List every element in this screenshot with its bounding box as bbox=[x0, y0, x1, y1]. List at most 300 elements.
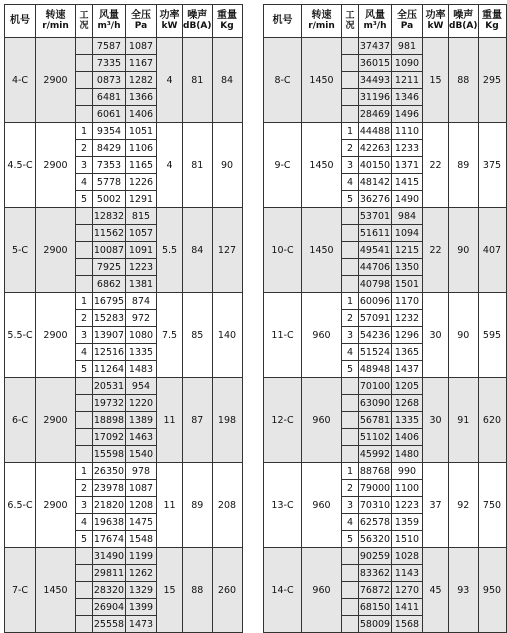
cell-model: 14-C bbox=[264, 548, 302, 633]
cell-condition: 4 bbox=[76, 344, 93, 361]
cell-weight: 620 bbox=[478, 378, 506, 463]
cell-power: 15 bbox=[157, 548, 183, 633]
col-header-speed: 转速 r/min bbox=[302, 5, 342, 38]
cell-pressure: 1437 bbox=[392, 361, 423, 378]
cell-pressure: 1483 bbox=[126, 361, 157, 378]
cell-condition bbox=[342, 276, 359, 293]
col-header-pressure: 全压 Pa bbox=[392, 5, 423, 38]
cell-weight: 750 bbox=[478, 463, 506, 548]
cell-power: 4 bbox=[157, 38, 183, 123]
cell-pressure: 1087 bbox=[126, 38, 157, 55]
header-row bbox=[5, 5, 243, 38]
cell-pressure: 1080 bbox=[126, 327, 157, 344]
cell-pressure: 1094 bbox=[392, 225, 423, 242]
cell-condition bbox=[76, 225, 93, 242]
table-row bbox=[5, 463, 243, 480]
cell-pressure: 1501 bbox=[392, 276, 423, 293]
cell-condition: 1 bbox=[76, 123, 93, 140]
cell-airflow: 49541 bbox=[359, 242, 392, 259]
cell-pressure: 1335 bbox=[392, 412, 423, 429]
cell-power: 11 bbox=[157, 378, 183, 463]
cell-airflow: 57091 bbox=[359, 310, 392, 327]
cell-pressure: 1568 bbox=[392, 616, 423, 633]
cell-condition bbox=[342, 106, 359, 123]
cell-speed: 1450 bbox=[36, 548, 76, 633]
cell-weight: 407 bbox=[478, 208, 506, 293]
left-table-body bbox=[5, 38, 243, 633]
cell-pressure: 1090 bbox=[392, 55, 423, 72]
cell-airflow: 56320 bbox=[359, 531, 392, 548]
cell-condition bbox=[76, 276, 93, 293]
cell-condition: 4 bbox=[76, 514, 93, 531]
cell-pressure: 1165 bbox=[126, 157, 157, 174]
left-spec-table-panel bbox=[4, 4, 243, 633]
cell-condition: 2 bbox=[76, 140, 93, 157]
cell-condition bbox=[342, 446, 359, 463]
cell-airflow: 53701 bbox=[359, 208, 392, 225]
cell-condition bbox=[342, 395, 359, 412]
cell-speed: 960 bbox=[302, 293, 342, 378]
cell-pressure: 1399 bbox=[126, 599, 157, 616]
cell-pressure: 1291 bbox=[126, 191, 157, 208]
cell-airflow: 51524 bbox=[359, 344, 392, 361]
table-row bbox=[264, 463, 507, 480]
cell-condition bbox=[76, 395, 93, 412]
cell-pressure: 984 bbox=[392, 208, 423, 225]
cell-pressure: 815 bbox=[126, 208, 157, 225]
cell-pressure: 1233 bbox=[392, 140, 423, 157]
cell-noise: 84 bbox=[183, 208, 213, 293]
cell-pressure: 1548 bbox=[126, 531, 157, 548]
col-header-airflow: 风量 m³/h bbox=[93, 5, 126, 38]
cell-airflow: 8429 bbox=[93, 140, 126, 157]
cell-pressure: 1208 bbox=[126, 497, 157, 514]
cell-noise: 90 bbox=[449, 208, 479, 293]
cell-speed: 960 bbox=[302, 548, 342, 633]
cell-pressure: 1232 bbox=[392, 310, 423, 327]
cell-weight: 127 bbox=[212, 208, 242, 293]
cell-pressure: 1170 bbox=[392, 293, 423, 310]
table-row bbox=[264, 293, 507, 310]
table-row bbox=[264, 123, 507, 140]
cell-condition: 1 bbox=[76, 293, 93, 310]
cell-pressure: 1359 bbox=[392, 514, 423, 531]
cell-airflow: 60096 bbox=[359, 293, 392, 310]
cell-condition: 1 bbox=[76, 463, 93, 480]
cell-power: 22 bbox=[423, 208, 449, 293]
cell-airflow: 48948 bbox=[359, 361, 392, 378]
cell-pressure: 1415 bbox=[392, 174, 423, 191]
cell-airflow: 7335 bbox=[93, 55, 126, 72]
cell-weight: 208 bbox=[212, 463, 242, 548]
cell-pressure: 1268 bbox=[392, 395, 423, 412]
cell-pressure: 1346 bbox=[392, 89, 423, 106]
cell-pressure: 1475 bbox=[126, 514, 157, 531]
cell-airflow: 17092 bbox=[93, 429, 126, 446]
cell-pressure: 1473 bbox=[126, 616, 157, 633]
cell-condition: 1 bbox=[342, 293, 359, 310]
cell-condition bbox=[76, 72, 93, 89]
cell-condition: 4 bbox=[342, 344, 359, 361]
cell-airflow: 34493 bbox=[359, 72, 392, 89]
cell-airflow: 5002 bbox=[93, 191, 126, 208]
cell-speed: 2900 bbox=[36, 378, 76, 463]
cell-condition: 3 bbox=[76, 157, 93, 174]
cell-speed: 2900 bbox=[36, 208, 76, 293]
cell-condition bbox=[342, 242, 359, 259]
cell-pressure: 1406 bbox=[392, 429, 423, 446]
cell-pressure: 1028 bbox=[392, 548, 423, 565]
cell-model: 5.5-C bbox=[5, 293, 36, 378]
cell-pressure: 1282 bbox=[126, 72, 157, 89]
col-header-weight: 重量 Kg bbox=[212, 5, 242, 38]
cell-condition bbox=[76, 89, 93, 106]
cell-airflow: 31196 bbox=[359, 89, 392, 106]
cell-condition: 2 bbox=[76, 310, 93, 327]
cell-weight: 198 bbox=[212, 378, 242, 463]
cell-pressure: 1371 bbox=[392, 157, 423, 174]
cell-condition bbox=[342, 616, 359, 633]
cell-airflow: 56781 bbox=[359, 412, 392, 429]
cell-condition bbox=[76, 208, 93, 225]
fan-spec-table-left bbox=[4, 4, 243, 633]
table-row bbox=[264, 378, 507, 395]
right-table-body bbox=[264, 38, 507, 633]
cell-airflow: 7353 bbox=[93, 157, 126, 174]
cell-pressure: 1223 bbox=[126, 259, 157, 276]
cell-model: 4-C bbox=[5, 38, 36, 123]
col-header-noise: 噪声 dB(A) bbox=[183, 5, 213, 38]
cell-model: 13-C bbox=[264, 463, 302, 548]
cell-condition: 4 bbox=[342, 514, 359, 531]
cell-pressure: 1365 bbox=[392, 344, 423, 361]
cell-airflow: 21820 bbox=[93, 497, 126, 514]
cell-condition bbox=[342, 582, 359, 599]
cell-pressure: 1350 bbox=[392, 259, 423, 276]
cell-airflow: 26350 bbox=[93, 463, 126, 480]
cell-airflow: 0873 bbox=[93, 72, 126, 89]
cell-condition bbox=[342, 55, 359, 72]
cell-airflow: 28320 bbox=[93, 582, 126, 599]
cell-condition: 3 bbox=[76, 327, 93, 344]
cell-condition: 2 bbox=[342, 480, 359, 497]
cell-condition bbox=[342, 565, 359, 582]
cell-condition: 3 bbox=[342, 497, 359, 514]
cell-condition bbox=[76, 616, 93, 633]
cell-pressure: 1411 bbox=[392, 599, 423, 616]
cell-airflow: 70100 bbox=[359, 378, 392, 395]
cell-condition bbox=[342, 378, 359, 395]
cell-model: 6-C bbox=[5, 378, 36, 463]
cell-pressure: 1406 bbox=[126, 106, 157, 123]
cell-power: 7.5 bbox=[157, 293, 183, 378]
cell-power: 4 bbox=[157, 123, 183, 208]
table-row bbox=[5, 293, 243, 310]
cell-airflow: 31490 bbox=[93, 548, 126, 565]
cell-condition: 4 bbox=[76, 174, 93, 191]
cell-airflow: 36015 bbox=[359, 55, 392, 72]
cell-pressure: 1389 bbox=[126, 412, 157, 429]
cell-condition: 5 bbox=[342, 191, 359, 208]
col-header-condition: 工 况 bbox=[76, 5, 93, 38]
cell-weight: 375 bbox=[478, 123, 506, 208]
cell-airflow: 51102 bbox=[359, 429, 392, 446]
cell-pressure: 1335 bbox=[126, 344, 157, 361]
cell-pressure: 1057 bbox=[126, 225, 157, 242]
cell-airflow: 13907 bbox=[93, 327, 126, 344]
cell-airflow: 88768 bbox=[359, 463, 392, 480]
cell-condition bbox=[76, 548, 93, 565]
cell-airflow: 51611 bbox=[359, 225, 392, 242]
cell-model: 8-C bbox=[264, 38, 302, 123]
cell-airflow: 16795 bbox=[93, 293, 126, 310]
cell-airflow: 6862 bbox=[93, 276, 126, 293]
cell-power: 45 bbox=[423, 548, 449, 633]
cell-condition bbox=[342, 225, 359, 242]
table-row bbox=[264, 38, 507, 55]
cell-speed: 960 bbox=[302, 378, 342, 463]
cell-pressure: 1110 bbox=[392, 123, 423, 140]
cell-weight: 950 bbox=[478, 548, 506, 633]
right-spec-table-panel bbox=[263, 4, 507, 633]
cell-noise: 81 bbox=[183, 38, 213, 123]
cell-pressure: 972 bbox=[126, 310, 157, 327]
cell-pressure: 1100 bbox=[392, 480, 423, 497]
cell-pressure: 990 bbox=[392, 463, 423, 480]
cell-airflow: 42263 bbox=[359, 140, 392, 157]
cell-power: 30 bbox=[423, 293, 449, 378]
cell-airflow: 58009 bbox=[359, 616, 392, 633]
cell-weight: 84 bbox=[212, 38, 242, 123]
cell-airflow: 40150 bbox=[359, 157, 392, 174]
cell-noise: 89 bbox=[449, 123, 479, 208]
cell-airflow: 20531 bbox=[93, 378, 126, 395]
cell-model: 9-C bbox=[264, 123, 302, 208]
cell-airflow: 70310 bbox=[359, 497, 392, 514]
cell-noise: 90 bbox=[449, 293, 479, 378]
cell-pressure: 1381 bbox=[126, 276, 157, 293]
cell-condition bbox=[342, 412, 359, 429]
col-header-model: 机号 bbox=[5, 5, 36, 38]
cell-airflow: 23978 bbox=[93, 480, 126, 497]
cell-condition bbox=[76, 429, 93, 446]
cell-condition bbox=[342, 259, 359, 276]
cell-condition: 1 bbox=[342, 463, 359, 480]
cell-condition: 2 bbox=[76, 480, 93, 497]
cell-model: 10-C bbox=[264, 208, 302, 293]
cell-power: 11 bbox=[157, 463, 183, 548]
cell-airflow: 18898 bbox=[93, 412, 126, 429]
cell-noise: 87 bbox=[183, 378, 213, 463]
cell-pressure: 1223 bbox=[392, 497, 423, 514]
col-header-weight: 重量 Kg bbox=[478, 5, 506, 38]
cell-condition bbox=[76, 106, 93, 123]
cell-condition bbox=[76, 378, 93, 395]
cell-airflow: 36276 bbox=[359, 191, 392, 208]
cell-airflow: 44706 bbox=[359, 259, 392, 276]
cell-condition bbox=[342, 429, 359, 446]
cell-condition bbox=[76, 446, 93, 463]
cell-pressure: 1091 bbox=[126, 242, 157, 259]
cell-airflow: 10087 bbox=[93, 242, 126, 259]
cell-airflow: 7587 bbox=[93, 38, 126, 55]
cell-power: 30 bbox=[423, 378, 449, 463]
cell-airflow: 7925 bbox=[93, 259, 126, 276]
cell-condition: 2 bbox=[342, 310, 359, 327]
cell-model: 12-C bbox=[264, 378, 302, 463]
cell-noise: 81 bbox=[183, 123, 213, 208]
cell-pressure: 1205 bbox=[392, 378, 423, 395]
cell-pressure: 1510 bbox=[392, 531, 423, 548]
cell-speed: 2900 bbox=[36, 38, 76, 123]
col-header-pressure: 全压 Pa bbox=[126, 5, 157, 38]
cell-noise: 89 bbox=[183, 463, 213, 548]
col-header-power: 功率 kW bbox=[423, 5, 449, 38]
table-row bbox=[264, 208, 507, 225]
cell-airflow: 48142 bbox=[359, 174, 392, 191]
cell-weight: 140 bbox=[212, 293, 242, 378]
cell-airflow: 62578 bbox=[359, 514, 392, 531]
header-row bbox=[264, 5, 507, 38]
table-row bbox=[5, 208, 243, 225]
cell-model: 6.5-C bbox=[5, 463, 36, 548]
cell-condition bbox=[76, 259, 93, 276]
cell-condition bbox=[76, 38, 93, 55]
cell-speed: 1450 bbox=[302, 208, 342, 293]
cell-condition: 2 bbox=[342, 140, 359, 157]
cell-condition bbox=[342, 89, 359, 106]
cell-airflow: 45992 bbox=[359, 446, 392, 463]
cell-speed: 2900 bbox=[36, 463, 76, 548]
table-row bbox=[5, 378, 243, 395]
cell-airflow: 12516 bbox=[93, 344, 126, 361]
cell-airflow: 19732 bbox=[93, 395, 126, 412]
cell-condition bbox=[76, 582, 93, 599]
cell-noise: 92 bbox=[449, 463, 479, 548]
cell-condition: 4 bbox=[342, 174, 359, 191]
cell-condition bbox=[76, 565, 93, 582]
cell-noise: 88 bbox=[183, 548, 213, 633]
col-header-airflow: 风量 m³/h bbox=[359, 5, 392, 38]
cell-noise: 91 bbox=[449, 378, 479, 463]
cell-pressure: 954 bbox=[126, 378, 157, 395]
cell-airflow: 19638 bbox=[93, 514, 126, 531]
cell-pressure: 874 bbox=[126, 293, 157, 310]
cell-weight: 295 bbox=[478, 38, 506, 123]
cell-airflow: 5778 bbox=[93, 174, 126, 191]
cell-condition bbox=[76, 55, 93, 72]
col-header-speed: 转速 r/min bbox=[36, 5, 76, 38]
cell-pressure: 978 bbox=[126, 463, 157, 480]
cell-condition: 1 bbox=[342, 123, 359, 140]
cell-pressure: 1226 bbox=[126, 174, 157, 191]
cell-airflow: 15598 bbox=[93, 446, 126, 463]
table-row bbox=[264, 548, 507, 565]
cell-model: 11-C bbox=[264, 293, 302, 378]
cell-airflow: 83362 bbox=[359, 565, 392, 582]
cell-speed: 960 bbox=[302, 463, 342, 548]
cell-condition: 5 bbox=[342, 531, 359, 548]
cell-power: 5.5 bbox=[157, 208, 183, 293]
cell-noise: 93 bbox=[449, 548, 479, 633]
cell-condition bbox=[342, 38, 359, 55]
cell-condition: 5 bbox=[76, 531, 93, 548]
cell-pressure: 1199 bbox=[126, 548, 157, 565]
cell-power: 37 bbox=[423, 463, 449, 548]
cell-condition bbox=[76, 599, 93, 616]
col-header-power: 功率 kW bbox=[157, 5, 183, 38]
cell-speed: 1450 bbox=[302, 38, 342, 123]
col-header-model: 机号 bbox=[264, 5, 302, 38]
cell-condition bbox=[76, 412, 93, 429]
cell-airflow: 76872 bbox=[359, 582, 392, 599]
cell-airflow: 25558 bbox=[93, 616, 126, 633]
cell-condition: 3 bbox=[76, 497, 93, 514]
cell-condition: 5 bbox=[342, 361, 359, 378]
cell-model: 7-C bbox=[5, 548, 36, 633]
cell-pressure: 1270 bbox=[392, 582, 423, 599]
cell-weight: 260 bbox=[212, 548, 242, 633]
cell-power: 22 bbox=[423, 123, 449, 208]
col-header-condition: 工 况 bbox=[342, 5, 359, 38]
cell-condition bbox=[342, 599, 359, 616]
cell-airflow: 11562 bbox=[93, 225, 126, 242]
cell-airflow: 37437 bbox=[359, 38, 392, 55]
col-header-noise: 噪声 dB(A) bbox=[449, 5, 479, 38]
cell-airflow: 28469 bbox=[359, 106, 392, 123]
fan-spec-table-right bbox=[263, 4, 507, 633]
cell-airflow: 26904 bbox=[93, 599, 126, 616]
cell-noise: 85 bbox=[183, 293, 213, 378]
cell-pressure: 1366 bbox=[126, 89, 157, 106]
cell-speed: 2900 bbox=[36, 293, 76, 378]
cell-condition bbox=[342, 72, 359, 89]
cell-pressure: 1106 bbox=[126, 140, 157, 157]
cell-condition: 5 bbox=[76, 191, 93, 208]
cell-airflow: 9354 bbox=[93, 123, 126, 140]
cell-airflow: 6481 bbox=[93, 89, 126, 106]
cell-noise: 88 bbox=[449, 38, 479, 123]
cell-condition: 5 bbox=[76, 361, 93, 378]
cell-airflow: 40798 bbox=[359, 276, 392, 293]
cell-pressure: 1087 bbox=[126, 480, 157, 497]
cell-airflow: 90259 bbox=[359, 548, 392, 565]
cell-airflow: 6061 bbox=[93, 106, 126, 123]
cell-model: 5-C bbox=[5, 208, 36, 293]
cell-pressure: 1167 bbox=[126, 55, 157, 72]
cell-pressure: 1540 bbox=[126, 446, 157, 463]
cell-condition bbox=[342, 208, 359, 225]
cell-airflow: 63090 bbox=[359, 395, 392, 412]
cell-airflow: 11264 bbox=[93, 361, 126, 378]
cell-airflow: 79000 bbox=[359, 480, 392, 497]
cell-speed: 1450 bbox=[302, 123, 342, 208]
cell-condition bbox=[342, 548, 359, 565]
cell-condition: 3 bbox=[342, 327, 359, 344]
cell-airflow: 29811 bbox=[93, 565, 126, 582]
cell-power: 15 bbox=[423, 38, 449, 123]
cell-condition: 3 bbox=[342, 157, 359, 174]
cell-weight: 90 bbox=[212, 123, 242, 208]
cell-pressure: 1215 bbox=[392, 242, 423, 259]
cell-airflow: 44488 bbox=[359, 123, 392, 140]
cell-speed: 2900 bbox=[36, 123, 76, 208]
table-row bbox=[5, 123, 243, 140]
cell-pressure: 1463 bbox=[126, 429, 157, 446]
cell-pressure: 1211 bbox=[392, 72, 423, 89]
cell-pressure: 981 bbox=[392, 38, 423, 55]
cell-airflow: 15283 bbox=[93, 310, 126, 327]
